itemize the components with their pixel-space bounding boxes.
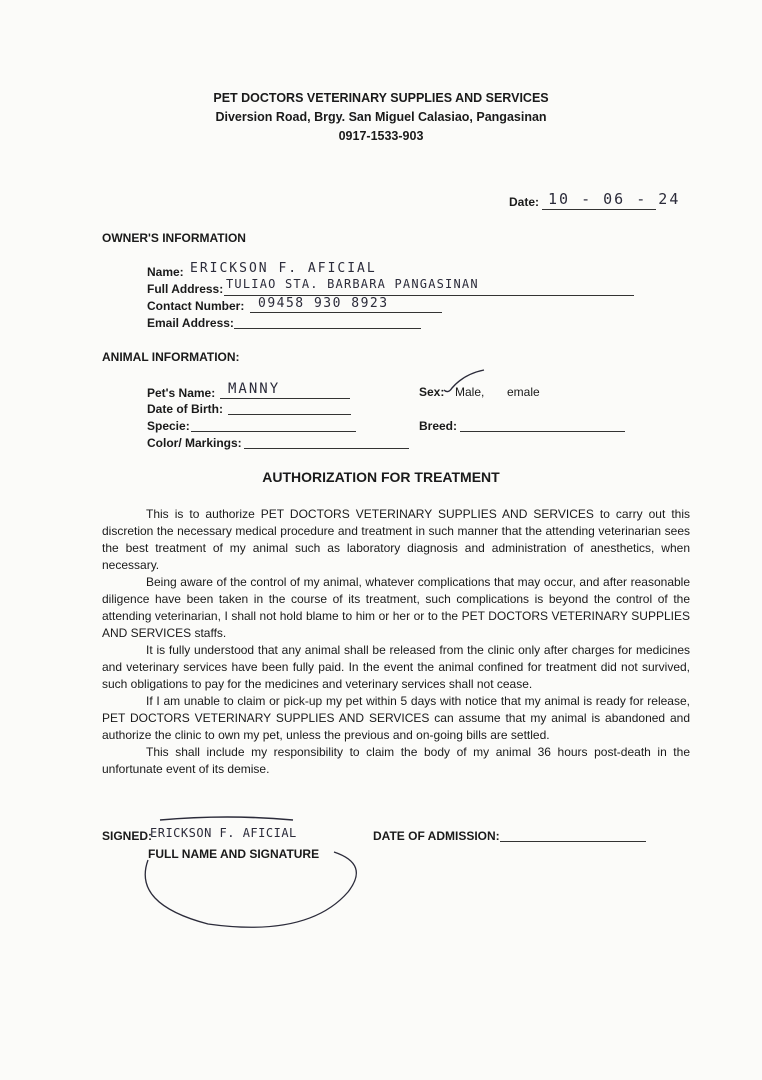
- date-line: [542, 209, 656, 210]
- pet-name-value: MANNY: [228, 381, 281, 397]
- admission-line: [500, 841, 646, 842]
- color-label: Color/ Markings:: [147, 436, 242, 450]
- owner-address-value: TULIAO STA. BARBARA PANGASINAN: [226, 277, 479, 291]
- authorization-title: AUTHORIZATION FOR TREATMENT: [262, 469, 500, 485]
- date-value: 10 - 06 - 24: [548, 190, 681, 208]
- sex-check-mark: [440, 368, 490, 398]
- admission-label: DATE OF ADMISSION:: [373, 829, 500, 843]
- authorization-paragraph-4: If I am unable to claim or pick-up my pet within 5 days with notice that my animal is ready for release, PET DOCTORS VETERINARY SUPPLIES AND SERVICES can assume that my animal is abandoned and authorize the clinic to own my pet, unless the previous and on-going bills are settled.: [102, 694, 690, 742]
- sex-female-option: emale: [507, 385, 540, 399]
- pet-name-line: [220, 398, 350, 399]
- sex-male-option: Male,: [455, 385, 485, 399]
- dob-label: Date of Birth:: [147, 402, 223, 416]
- authorization-paragraph-5: This shall include my responsibility to claim the body of my animal 36 hours post-death in the unfortunate event of its demise.: [102, 745, 690, 776]
- animal-heading: ANIMAL INFORMATION:: [102, 350, 240, 364]
- owner-contact-line: [250, 312, 442, 313]
- owner-name-label: Name:: [147, 265, 184, 279]
- color-line: [244, 448, 409, 449]
- owner-name-value: ERICKSON F. AFICIAL: [190, 261, 377, 276]
- specie-label: Specie:: [147, 419, 190, 433]
- signature-scribble: [138, 812, 368, 942]
- dob-line: [228, 414, 351, 415]
- authorization-body: [102, 506, 690, 778]
- pet-name-label: Pet's Name:: [147, 386, 216, 400]
- authorization-paragraph-2: Being aware of the control of my animal, whatever complications that may occur, and after reasonable diligence have been taken in the course of its treatment, such complications is beyond the control of the attending veterinarian, I shall not hold blame to him or her or to the PET DOCTORS VETERINARY SUPPLIES AND SERVICES staffs.: [102, 575, 690, 640]
- signed-value: ERICKSON F. AFICIAL: [150, 826, 297, 840]
- company-name: PET DOCTORS VETERINARY SUPPLIES AND SERVICES: [213, 91, 549, 105]
- signature-sub-label: FULL NAME AND SIGNATURE: [148, 847, 320, 861]
- owner-heading: OWNER'S INFORMATION: [102, 231, 246, 245]
- authorization-paragraph-3: It is fully understood that any animal shall be released from the clinic only after charges for medicines and veterinary services have been fully paid. In the event the animal confined for treatment did not survived, such obligations to pay for the medicines and veterinary services shall not cease.: [102, 643, 690, 691]
- signed-label: SIGNED:: [102, 829, 153, 843]
- owner-email-line: [234, 328, 421, 329]
- company-address: Diversion Road, Brgy. San Miguel Calasiao, Pangasinan: [215, 110, 547, 124]
- breed-line: [460, 431, 625, 432]
- company-phone: 0917-1533-903: [338, 129, 424, 143]
- owner-email-label: Email Address:: [147, 316, 234, 330]
- owner-contact-label: Contact Number:: [147, 299, 245, 313]
- specie-line: [191, 431, 356, 432]
- document-header: [0, 89, 762, 146]
- owner-contact-value: 09458 930 8923: [258, 296, 389, 311]
- owner-address-label: Full Address:: [147, 282, 224, 296]
- date-label: Date:: [509, 195, 540, 209]
- breed-label: Breed:: [419, 419, 458, 433]
- sex-label: Sex:: [419, 385, 445, 399]
- authorization-paragraph-1: This is to authorize PET DOCTORS VETERINARY SUPPLIES AND SERVICES to carry out this discretion the necessary medical procedure and treatment in such manner that the attending veterinarian sees the best treatment of my animal such as laboratory diagnosis and administration of anesthetics, when necessary.: [102, 507, 690, 572]
